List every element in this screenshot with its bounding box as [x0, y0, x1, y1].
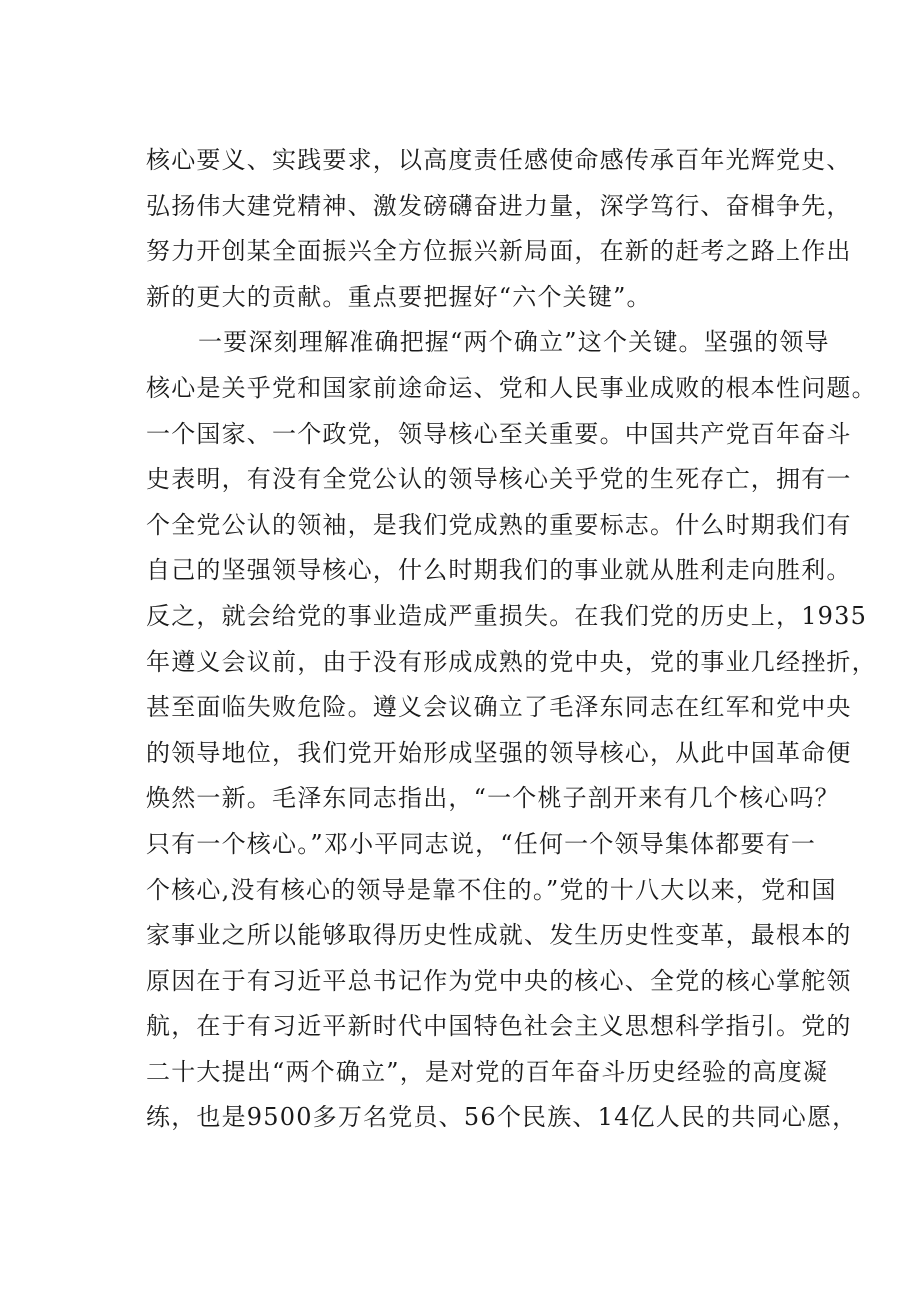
text-line: 自己的坚强领导核心，什么时期我们的事业就从胜利走向胜利。 — [146, 556, 852, 585]
text-line: 航，在于有习近平新时代中国特色社会主义思想科学指引。党的 — [146, 1012, 852, 1041]
text-line: 努力开创某全面振兴全方位振兴新局面，在新的赶考之路上作出 — [146, 237, 852, 266]
text-line: 新的更大的贡献。重点要把握好“六个关键”。 — [146, 282, 652, 311]
text-line: 练，也是9500多万名党员、56个民族、14亿人民的共同心愿， — [146, 1103, 858, 1132]
text-line: 焕然一新。毛泽东同志指出，“一个桃子剖开来有几个核心吗？ — [146, 784, 840, 813]
paragraph-first-line: 一要深刻理解准确把握“两个确立”这个关键。坚强的领导 — [198, 328, 830, 357]
text-line: 史表明，有没有全党公认的领导核心关乎党的生死存亡，拥有一 — [146, 465, 852, 494]
text-line: 个全党公认的领袖，是我们党成熟的重要标志。什么时期我们有 — [146, 510, 852, 539]
text-line: 弘扬伟大建党精神、激发磅礴奋进力量，深学笃行、奋楫争先， — [146, 191, 852, 220]
text-line: 的领导地位，我们党开始形成坚强的领导核心，从此中国革命便 — [146, 738, 852, 767]
text-line: 核心是关乎党和国家前途命运、党和人民事业成败的根本性问题。 — [146, 373, 877, 402]
text-line: 原因在于有习近平总书记作为党中央的核心、全党的核心掌舵领 — [146, 966, 852, 995]
body-text — [146, 138, 877, 1141]
text-line: 家事业之所以能够取得历史性成就、发生历史性变革，最根本的 — [146, 921, 852, 950]
text-line: 二十大提出“两个确立”，是对党的百年奋斗历史经验的高度凝 — [146, 1057, 829, 1086]
text-line: 甚至面临失败危险。遵义会议确立了毛泽东同志在红军和党中央 — [146, 693, 852, 722]
text-line: 个核心,没有核心的领导是靠不住的。”党的十八大以来，党和国 — [146, 875, 837, 904]
text-line: 反之，就会给党的事业造成严重损失。在我们党的历史上，1935 — [146, 601, 868, 630]
text-line: 只有一个核心。”邓小平同志说，“任何一个领导集体都要有一 — [146, 829, 817, 858]
text-line: 年遵义会议前，由于没有形成成熟的党中央，党的事业几经挫折， — [146, 647, 877, 676]
text-line: 核心要义、实践要求，以高度责任感使命感传承百年光辉党史、 — [146, 146, 852, 174]
text-line: 一个国家、一个政党，领导核心至关重要。中国共产党百年奋斗 — [146, 419, 852, 448]
